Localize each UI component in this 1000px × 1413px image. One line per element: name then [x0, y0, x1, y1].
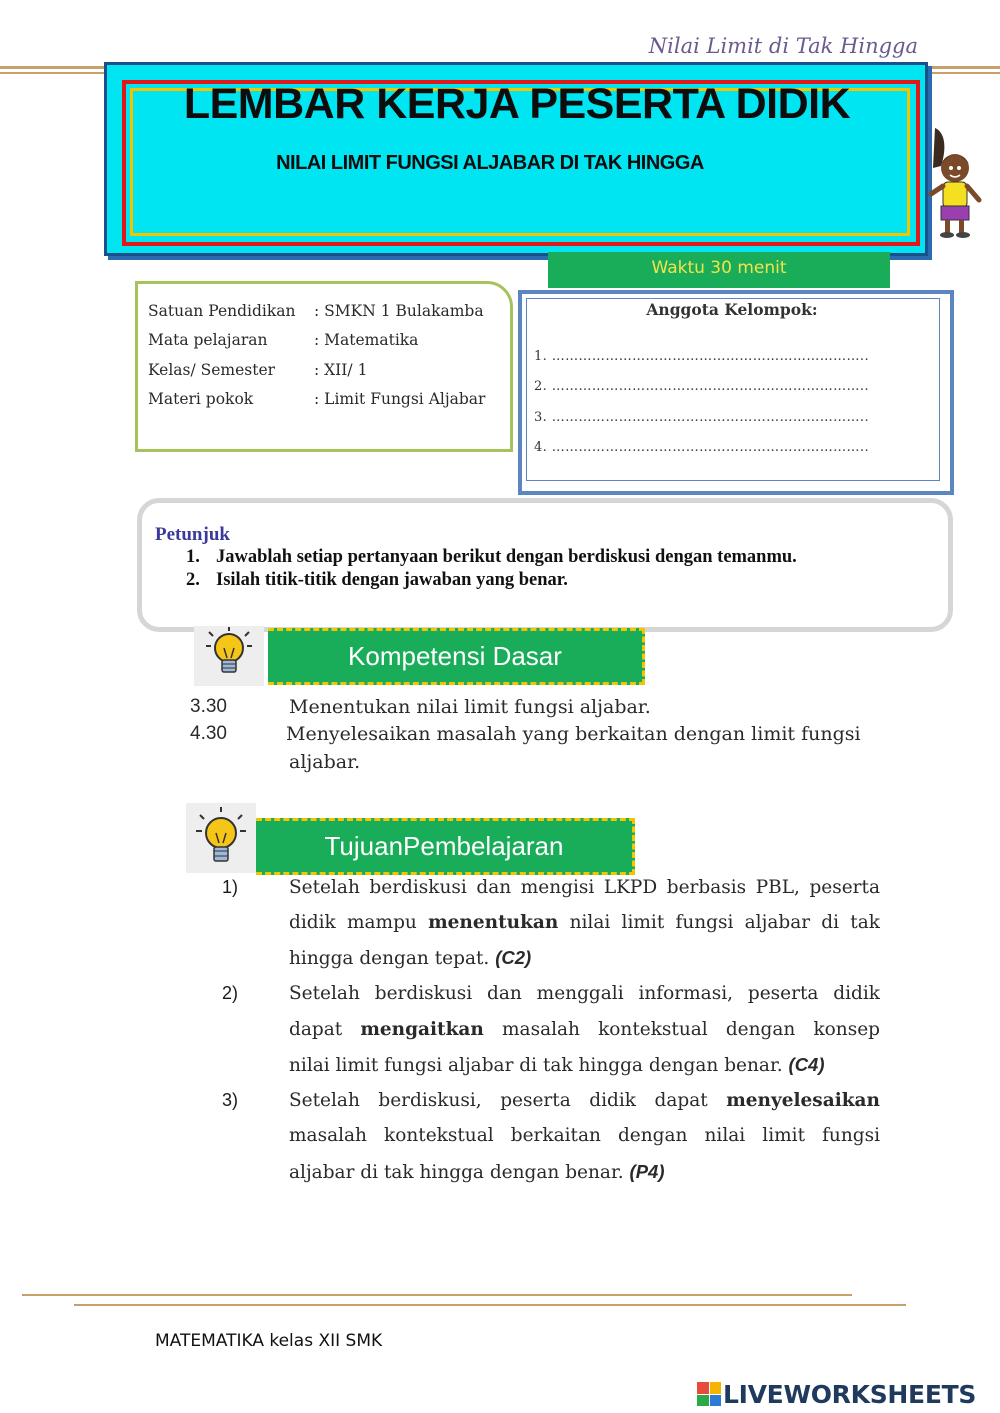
- objective-text-part: masalah kontekstual dengan konsep: [502, 1019, 880, 1040]
- objective-text-part: Setelah berdiskusi, peserta didik dapat: [289, 1090, 708, 1111]
- info-label: Satuan Pendidikan: [148, 302, 296, 320]
- objective-text: Setelah berdiskusi dan menggali informasi, peserta didik: [289, 983, 880, 1004]
- member-line-1[interactable]: 1. ……………………………………………………………..: [534, 349, 870, 364]
- tujuan-heading: TujuanPembelajaran: [256, 818, 635, 875]
- kd-number: 4.30: [190, 723, 227, 744]
- lightbulb-icon: [186, 803, 256, 873]
- school-info-box: [135, 281, 513, 452]
- footer-rule: [22, 1294, 852, 1296]
- objective-text: [289, 1054, 880, 1076]
- instruction-item: [186, 570, 568, 591]
- logo-tile: [697, 1395, 709, 1407]
- objective-keyword: menyelesaikan: [726, 1090, 880, 1111]
- objective-text-part: dapat: [289, 1019, 343, 1040]
- instruction-item: [186, 547, 797, 568]
- cognitive-level: (P4): [629, 1161, 665, 1182]
- member-line-2[interactable]: 2. ……………………………………………………………..: [534, 379, 870, 394]
- worksheet-subtitle: NILAI LIMIT FUNGSI ALJABAR DI TAK HINGGA: [276, 152, 704, 174]
- kompetensi-heading: Kompetensi Dasar: [268, 628, 645, 685]
- info-value: : Limit Fungsi Aljabar: [314, 390, 486, 408]
- objective-text-part: nilai limit fungsi aljabar di tak: [569, 912, 880, 933]
- objective-number: 2): [222, 983, 239, 1003]
- group-members-title: Anggota Kelompok:: [646, 300, 818, 319]
- objective-keyword: menentukan: [428, 912, 559, 933]
- instruction-number: 2.: [186, 570, 200, 590]
- objective-text: [289, 1161, 880, 1183]
- info-label: Mata pelajaran: [148, 331, 268, 349]
- child-illustration: [925, 128, 985, 240]
- member-line-4[interactable]: 4. ……………………………………………………………..: [534, 440, 870, 455]
- objective-text: [289, 947, 880, 969]
- objective-text-part: hingga dengan tepat.: [289, 948, 490, 969]
- cognitive-level: (C4): [788, 1054, 825, 1075]
- footer-text: MATEMATIKA kelas XII SMK: [155, 1331, 383, 1351]
- objective-text: [289, 912, 880, 934]
- instructions-title: Petunjuk: [155, 524, 230, 545]
- lightbulb-icon: [194, 626, 264, 686]
- liveworksheets-logo-icon: [697, 1382, 721, 1406]
- info-value: : SMKN 1 Bulakamba: [314, 302, 484, 320]
- cognitive-level: (C2): [495, 947, 532, 968]
- objective-text: masalah kontekstual berkaitan dengan nilai limit fungsi: [289, 1125, 880, 1146]
- logo-tile: [697, 1382, 709, 1394]
- liveworksheets-wordmark: LIVEWORKSHEETS: [723, 1379, 977, 1409]
- info-value: : Matematika: [314, 331, 419, 349]
- objective-keyword: mengaitkan: [360, 1019, 484, 1040]
- member-line-3[interactable]: 3. ……………………………………………………………..: [534, 410, 870, 425]
- kd-text: Menentukan nilai limit fungsi aljabar.: [289, 696, 651, 718]
- time-allotment: Waktu 30 menit: [548, 252, 890, 288]
- kd-text: aljabar.: [289, 751, 361, 773]
- instruction-text: Isilah titik-titik dengan jawaban yang benar.: [216, 570, 568, 590]
- liveworksheets-brand[interactable]: [697, 1377, 976, 1411]
- objective-text-part: aljabar di tak hingga dengan benar.: [289, 1162, 624, 1183]
- objective-number: 1): [222, 877, 239, 897]
- objective-text-part: didik mampu: [289, 912, 417, 933]
- kd-text: Menyelesaikan masalah yang berkaitan dengan limit fungsi: [286, 723, 861, 745]
- logo-tile: [710, 1382, 722, 1394]
- instruction-number: 1.: [186, 547, 200, 567]
- running-head: Nilai Limit di Tak Hingga: [648, 34, 918, 58]
- objective-text: Setelah berdiskusi dan mengisi LKPD berbasis PBL, peserta: [289, 877, 880, 898]
- worksheet-title: LEMBAR KERJA PESERTA DIDIK: [183, 80, 851, 128]
- info-label: Kelas/ Semester: [148, 361, 276, 379]
- objective-text: [289, 1090, 880, 1112]
- instruction-text: Jawablah setiap pertanyaan berikut dengan berdiskusi dengan temanmu.: [216, 547, 797, 567]
- footer-rule: [74, 1304, 906, 1306]
- logo-tile: [710, 1395, 722, 1407]
- objective-number: 3): [222, 1090, 239, 1110]
- objective-text-part: nilai limit fungsi aljabar di tak hingga dengan benar.: [289, 1055, 783, 1076]
- objective-text: [289, 1019, 880, 1041]
- info-label: Materi pokok: [148, 390, 254, 408]
- kd-number: 3.30: [190, 696, 227, 717]
- info-value: : XII/ 1: [314, 361, 368, 379]
